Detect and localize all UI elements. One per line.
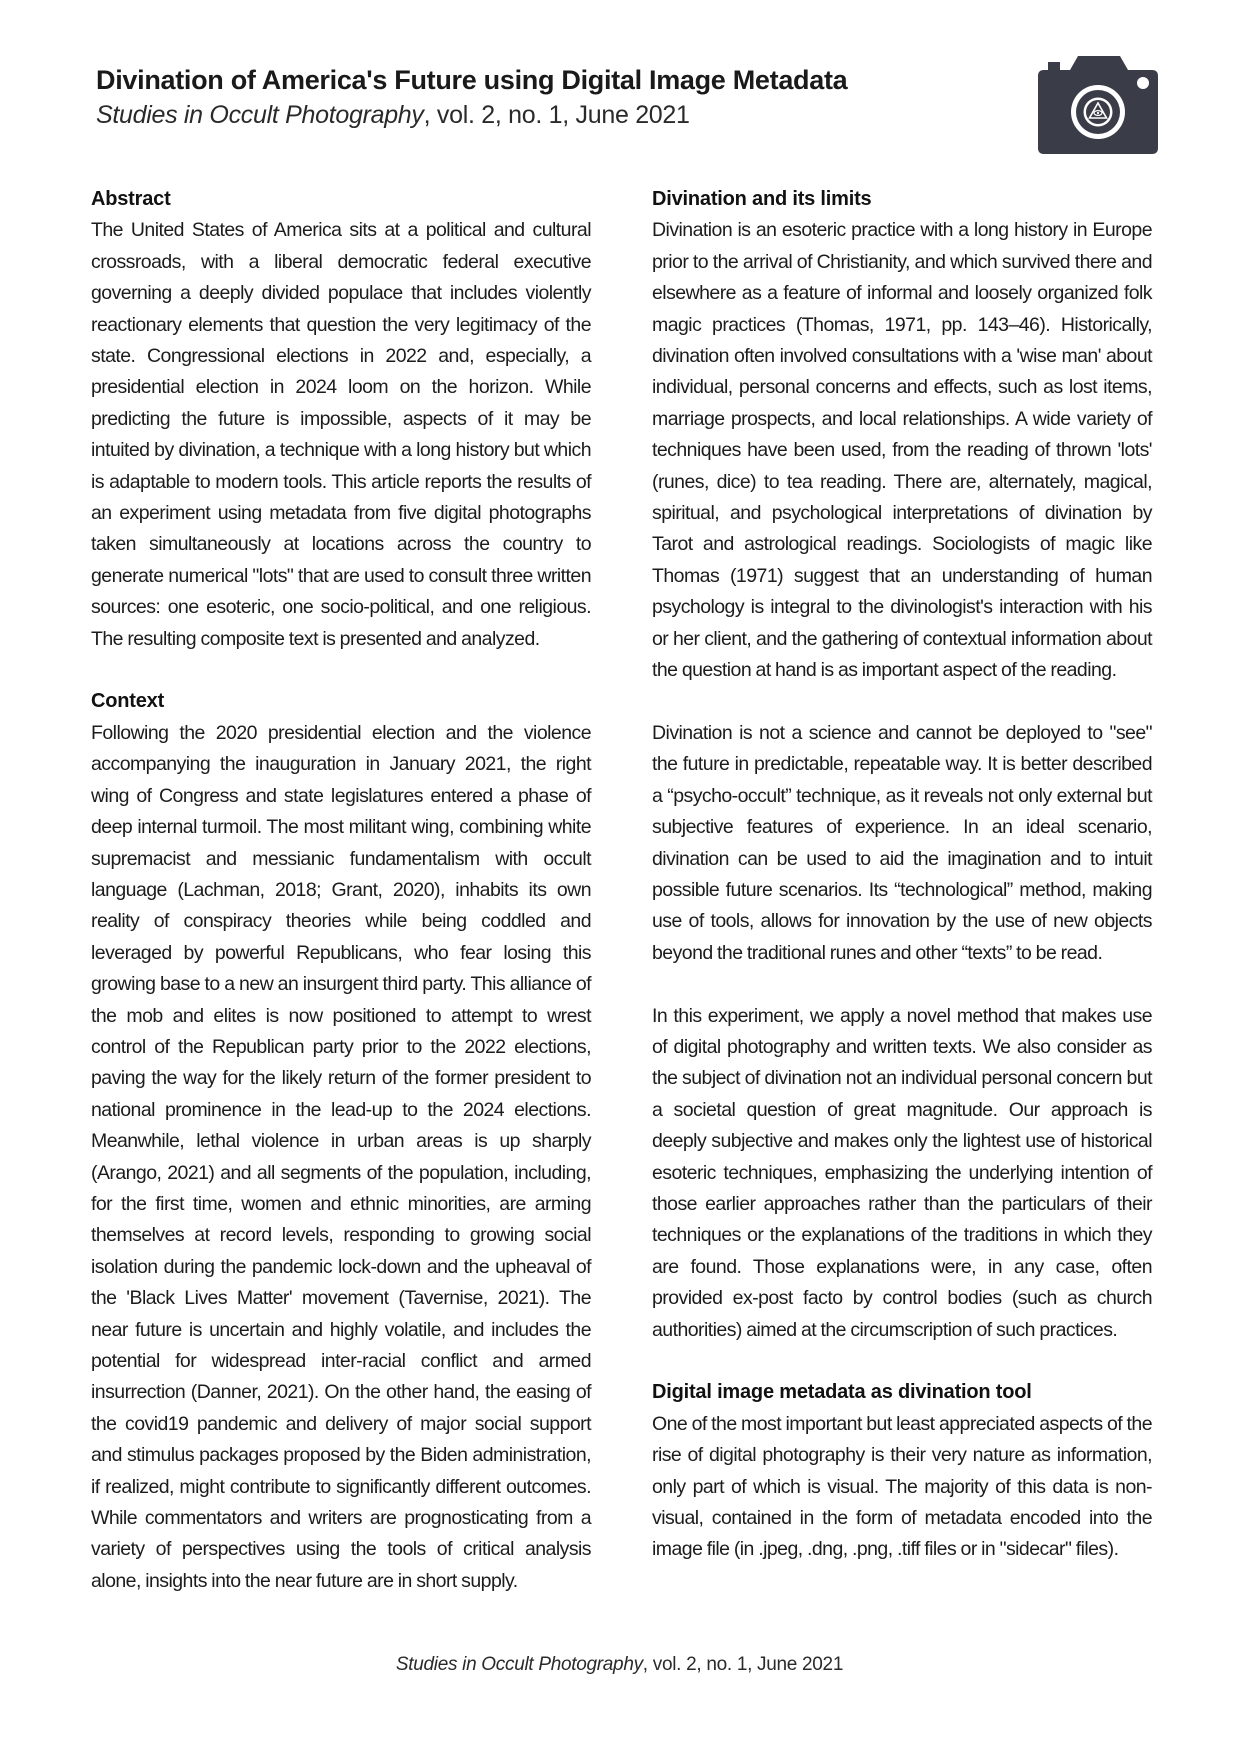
divination-paragraph-2: Divination is not a science and cannot be deployed to "see" the future in predictable, repeatable way. It is better described a “psycho-occult” technique, as it reveals not only external but subjective features of experience. In an ideal scenario, divination can be used to aid the imagination and to intuit possible future scenarios. Its “technological” method, making use of tools, allows for innovation by the use of new objects beyond the traditional runes and other “texts” to be read. [652,721,1152,964]
camera-with-eye-of-providence-icon [1034,52,1162,156]
abstract-heading: Abstract [91,188,171,210]
page-footer [0,1652,1239,1678]
footer-volume-info: , vol. 2, no. 1, June 2021 [642,1654,844,1675]
citation-volume-info: , vol. 2, no. 1, June 2021 [423,101,690,129]
left-column [91,184,591,1597]
metadata-heading: Digital image metadata as divination tool [652,1381,1032,1404]
abstract-paragraph: The United States of America sits at a political and cultural crossroads, with a liberal democratic federal executive governing a deeply divided populace that includes violently reactionary elements that question the very legitimacy of the state. Congressional elections in 2022 and, especially, a presidential election in 2024 loom on the horizon. While predicting the future is impossible, aspects of it may be intuited by divination, a technique with a long history but which is adaptable to modern tools. This article reports the results of an experiment using metadata from five digital photographs taken simultaneously at locations across the country to generate numerical "lots" that are used to consult three written sources: one esoteric, one socio-political, and one religious. The resulting composite text is presented and analyzed. [91,219,591,650]
citation-journal-name: Studies in Occult Photography [96,101,424,129]
metadata-paragraph-1: One of the most important but least appreciated aspects of the rise of digital photography is their very nature as information, only part of which is visual. The majority of this data is non-visual, contained in the form of metadata encoded into the image file (in .jpeg, .dng, .png, .tiff files or in "sidecar" files). [652,1412,1152,1561]
right-column [652,184,1152,1566]
divination-paragraph-3: In this experiment, we apply a novel method that makes use of digital photography and written texts. We also consider as the subject of divination not an individual personal concern but a societal question of great magnitude. Our approach is deeply subjective and makes only the lightest use of historical esoteric techniques, emphasizing the underlying intention of those earlier approaches rather than the particulars of their techniques or the explanations of the traditions in which they are found. Those explanations were, in any case, often provided ex-post facto by control bodies (such as church authorities) aimed at the circumscription of such practices. [652,1004,1152,1341]
context-paragraph: Following the 2020 presidential election and the violence accompanying the inauguration in January 2021, the right wing of Congress and state legislatures entered a phase of deep internal turmoil. The most militant wing, combining white supremacist and messianic fundamentalism with occult language (Lachman, 2018; Grant, 2020), inhabits its own reality of conspiracy theories while being coddled and leveraged by powerful Republicans, who fear losing this growing base to a new an insurgent third party. This alliance of the mob and elites is now positioned to attempt to wrest control of the Republican party prior to the 2022 elections, paving the way for the likely return of the former president to national prominence in the lead-up to the 2024 elections. Meanwhile, lethal violence in urban areas is up sharply (Arango, 2021) and all segments of the population, including, for the first time, women and ethnic minorities, are arming themselves at record levels, responding to growing social isolation during the pandemic lock-down and the upheaval of the 'Black Lives Matter' movement (Tavernise, 2021). The near future is uncertain and highly volatile, and includes the potential for widespread inter-racial conflict and armed insurrection (Danner, 2021). On the other hand, the easing of the covid19 pandemic and delivery of major social support and stimulus packages proposed by the Biden administration, if realized, might contribute to significantly different outcomes. While commentators and writers are prognosticating from a variety of perspectives using the tools of critical analysis alone, insights into the near future are in short supply. [91,721,591,1592]
article-title: Divination of America's Future using Digital Image Metadata [96,65,848,95]
article-header [96,62,996,132]
article-citation [96,98,996,132]
divination-limits-heading: Divination and its limits [652,188,872,210]
divination-paragraph-1: Divination is an esoteric practice with a long history in Europe prior to the arrival of Christianity, and which survived there and elsewhere as a feature of informal and loosely organized folk magic practices (Thomas, 1971, pp. 143–46). Historically, divination often involved consultations with a 'wise man' about individual, personal concerns and effects, such as lost items, marriage prospects, and local relationships. A wide variety of techniques have been used, from the reading of thrown 'lots' (runes, dice) to tea reading. There are, alternately, magical, spiritual, and psychological interpretations of divination by Tarot and astrological readings. Sociologists of magic like Thomas (1971) suggest that an understanding of human psychology is integral to the divinologist's interaction with his or her client, and the gathering of contextual information about the question at hand is as important aspect of the reading. [652,219,1152,682]
footer-journal-name: Studies in Occult Photography [395,1654,643,1675]
context-heading: Context [91,690,165,713]
